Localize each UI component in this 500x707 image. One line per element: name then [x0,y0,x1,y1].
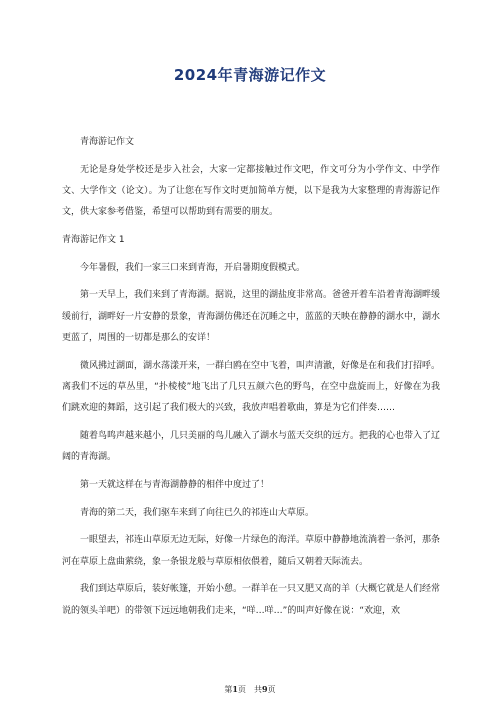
paragraph: 青海的第二天，我们驱车来到了向往已久的祁连山大草原。 [80,507,315,518]
paragraph: 第一天就这样在与青海湖静静的相伴中度过了！ [80,480,270,490]
paragraph: 随着鸟鸣声越来越小，几只美丽的鸟儿融入了湖水与蓝天交织的远方。把我的心也带入了辽阔的青海湖。 [62,431,441,463]
paragraph: 微风拂过湖面，湖水荡漾开来，一群白鸥在空中飞着，叫声清澈，好像是在和我们打招呼。离我们不远的草丛里，“扑棱棱”地飞出了几只五颜六色的野鸟，在空中盘旋而上，好像在为我们跳欢迎的舞蹈，这引起了我们极大的兴致，我放声唱着歌曲，算是为它们伴奏…… [62,360,441,414]
paragraph: 我们到达草原后，装好帐篷，开始小憩。一群羊在一只又肥又高的羊（大概它就是人们经常说的领头羊吧）的带领下远远地朝我们走来，“咩…咩…”的叫声好像在说：“欢迎，欢 [62,584,441,616]
document-title: 2024年青海游记作文 [173,66,327,84]
footer-prefix: 第 [224,685,233,694]
footer-mid: 页 共 [238,685,262,694]
footer-current-page: 1 [232,684,238,694]
footer-suffix: 页 [267,685,276,694]
paragraph: 今年暑假，我们一家三口来到青海，开启暑期度假模式。 [80,262,306,273]
footer-total-pages: 9 [262,684,268,694]
paragraph: 青海游记作文 [80,137,135,147]
paragraph: 第一天早上，我们来到了青海湖。据说，这里的湖盐度非常高。爸爸开着车沿着青海湖畔缓缓前行，湖畔好一片安静的景象，青海湖仿佛还在沉睡之中，蓝蓝的天映在静静的湖水中，湖水更蓝了，周围的一切都是那么的安详！ [62,290,441,343]
document-body [62,132,440,628]
page-footer [0,684,500,695]
paragraph: 青海游记作文 1 [62,235,125,245]
paragraph: 无论是身处学校还是步入社会，大家一定都接触过作文吧，作文可分为小学作文、中学作文、大学作文（论文）。为了让您在写作文时更加简单方便，以下是我为大家整理的青海游记作文，供大家参考借鉴，希望可以帮助到有需要的朋友。 [62,164,440,218]
paragraph: 一眼望去，祁连山草原无边无际，好像一片绿色的海洋。草原中静静地流淌着一条河，那条河在草原上盘曲萦绕，象一条银龙般与草原相依偎着，随后又朝着天际流去。 [62,535,441,567]
